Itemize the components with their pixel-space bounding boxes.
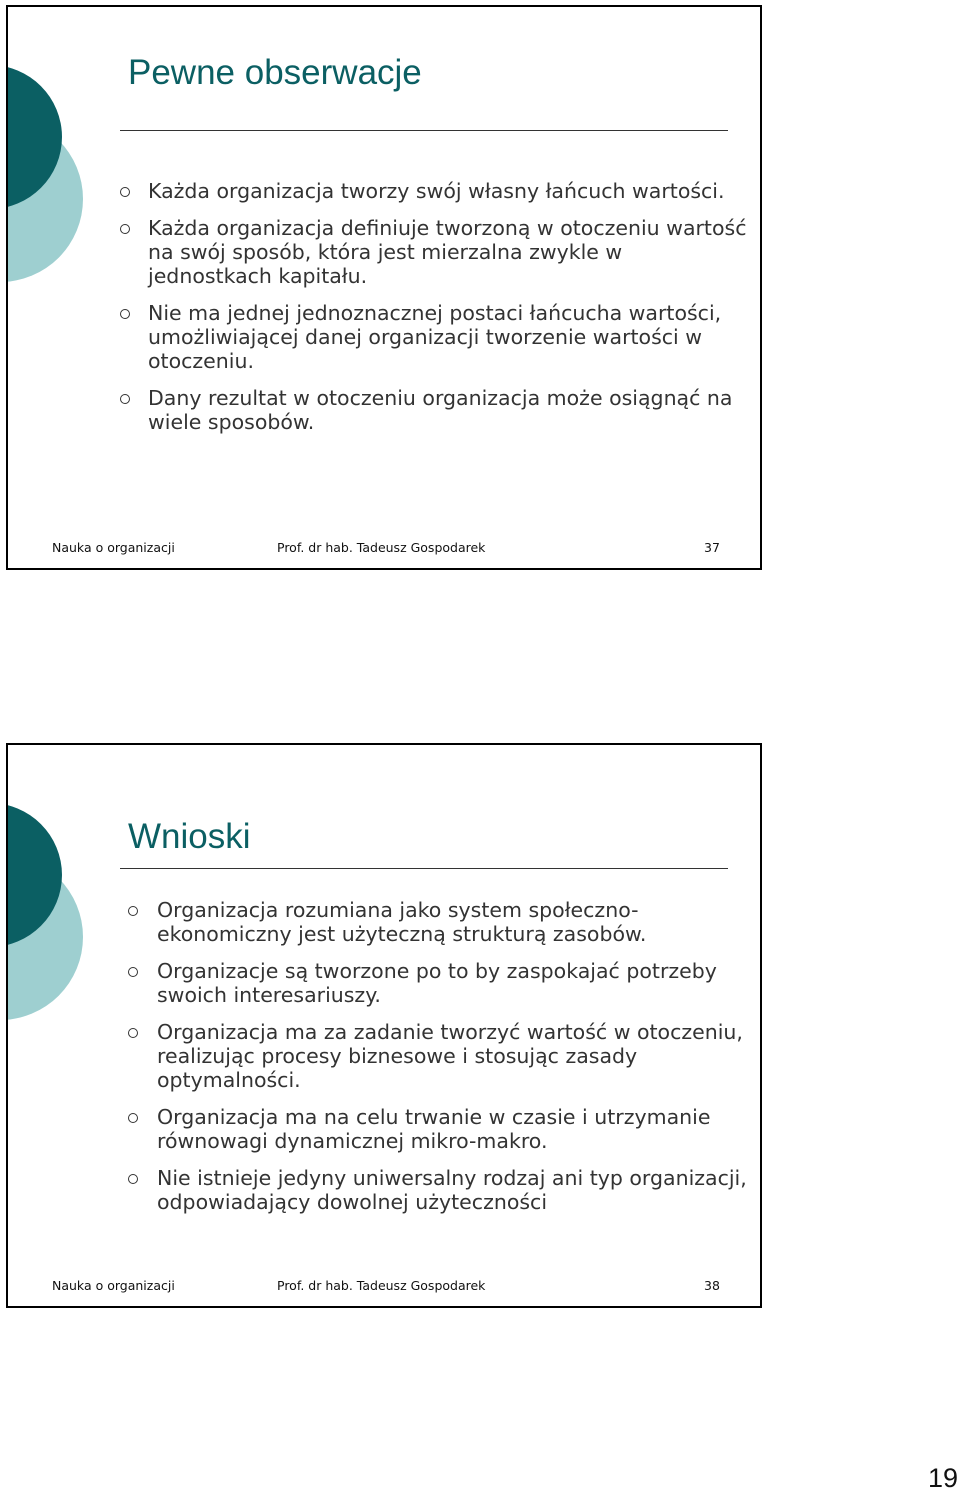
circle-bullet-icon: [128, 967, 138, 977]
footer-author: Prof. dr hab. Tadeusz Gospodarek: [277, 540, 486, 555]
bullet-list: [128, 898, 748, 1227]
bullet-text: Dany rezultat w otoczeniu organizacja może osiągnąć na wiele sposobów.: [148, 386, 733, 434]
slide-footer: [8, 1278, 760, 1294]
circle-bullet-icon: [128, 906, 138, 916]
list-item: [128, 1020, 748, 1092]
slide-number: 38: [704, 1278, 720, 1293]
bullet-text: Każda organizacja tworzy swój własny łańcuch wartości.: [148, 179, 725, 203]
slide-number: 37: [704, 540, 720, 555]
slide-38: [6, 743, 762, 1308]
slide-title: Wnioski: [128, 817, 251, 856]
title-divider: [120, 868, 728, 869]
list-item: [120, 386, 752, 434]
circle-bullet-icon: [120, 224, 130, 234]
bullet-list: [120, 179, 752, 447]
document-page-number: 19: [927, 1463, 958, 1493]
list-item: [128, 1105, 748, 1153]
list-item: [120, 301, 752, 373]
circle-bullet-icon: [128, 1028, 138, 1038]
list-item: [128, 898, 748, 946]
footer-course: Nauka o organizacji: [52, 1278, 175, 1293]
bullet-text: Organizacja ma za zadanie tworzyć wartość w otoczeniu, realizując procesy biznesowe i stosując zasady optymalności.: [157, 1020, 743, 1092]
decorative-circles: [8, 7, 98, 337]
title-divider: [120, 130, 728, 131]
footer-course: Nauka o organizacji: [52, 540, 175, 555]
slide-37: [6, 5, 762, 570]
footer-author: Prof. dr hab. Tadeusz Gospodarek: [277, 1278, 486, 1293]
slide-title: Pewne obserwacje: [128, 53, 422, 92]
bullet-text: Organizacje są tworzone po to by zaspokajać potrzeby swoich interesariuszy.: [157, 959, 717, 1007]
bullet-text: Nie ma jednej jednoznacznej postaci łańcucha wartości, umożliwiającej danej organizacji tworzenie wartości w otoczeniu.: [148, 301, 722, 373]
bullet-text: Organizacja ma na celu trwanie w czasie i utrzymanie równowagi dynamicznej mikro-makro.: [157, 1105, 711, 1153]
bullet-text: Organizacja rozumiana jako system społeczno-ekonomiczny jest użyteczną strukturą zasobów.: [157, 898, 647, 946]
decorative-circles: [8, 745, 98, 1075]
list-item: [120, 179, 752, 203]
bullet-text: Nie istnieje jedyny uniwersalny rodzaj ani typ organizacji, odpowiadający dowolnej użyteczności: [157, 1166, 747, 1214]
circle-bullet-icon: [128, 1174, 138, 1184]
circle-bullet-icon: [128, 1113, 138, 1123]
circle-bullet-icon: [120, 309, 130, 319]
bullet-text: Każda organizacja definiuje tworzoną w otoczeniu wartość na swój sposób, która jest mierzalna zwykle w jednostkach kapitału.: [148, 216, 747, 288]
list-item: [120, 216, 752, 288]
circle-bullet-icon: [120, 187, 130, 197]
slide-footer: [8, 540, 760, 556]
circle-bullet-icon: [120, 394, 130, 404]
list-item: [128, 1166, 748, 1214]
list-item: [128, 959, 748, 1007]
